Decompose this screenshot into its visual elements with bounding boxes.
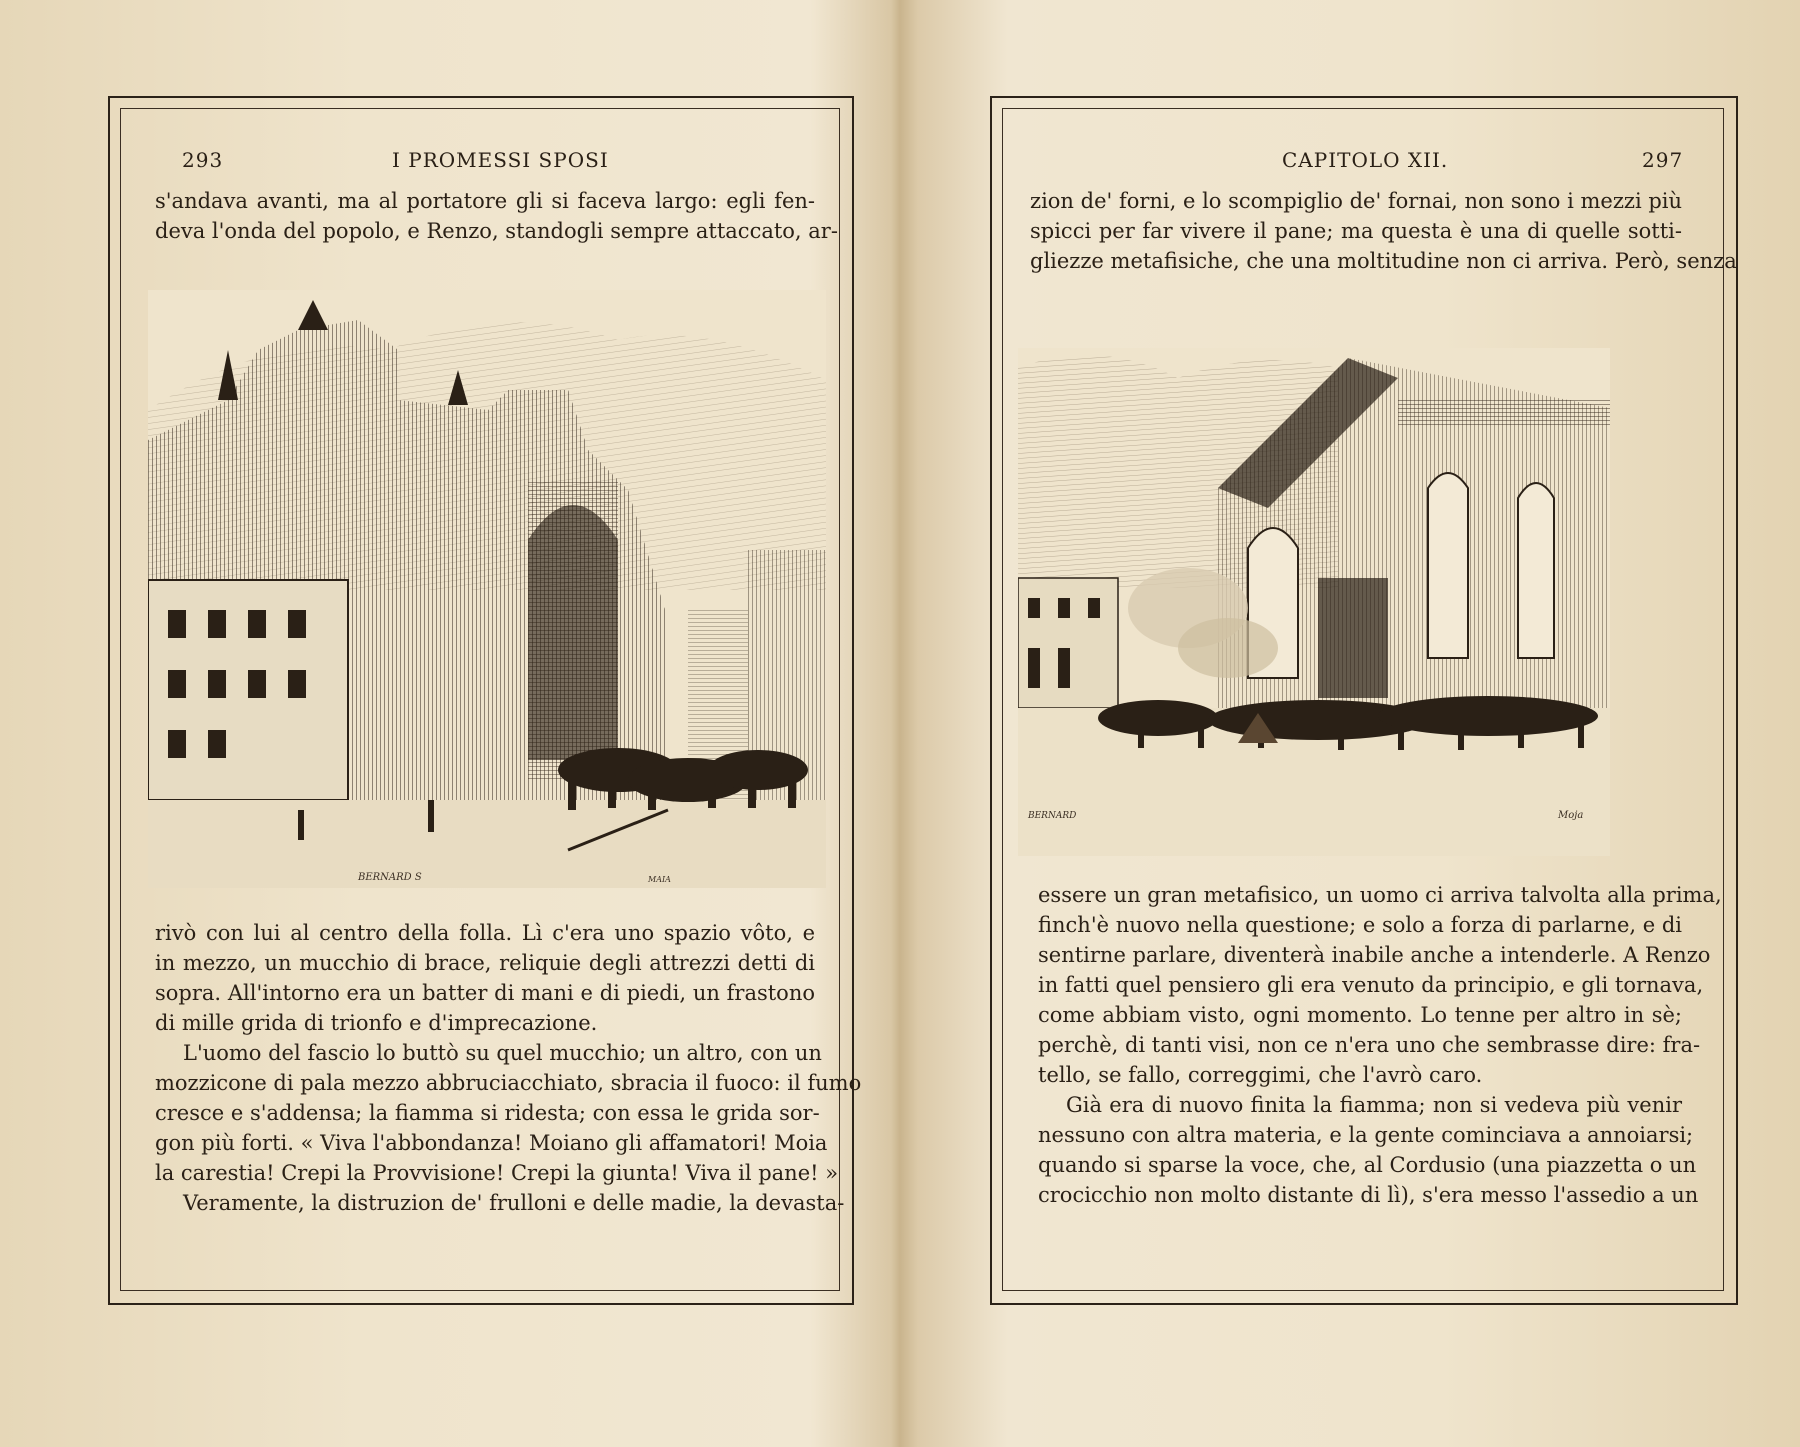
text-line: perchè, di tanti visi, non ce n'era uno che sembrasse dire: fra- — [1038, 1033, 1701, 1057]
text-line: la carestia! Crepi la Provvisione! Crepi la giunta! Viva il pane! » — [155, 1161, 839, 1185]
text-line: tello, se fallo, correggimi, che l'avrò caro. — [1038, 1063, 1483, 1087]
text-line: di mille grida di trionfo e d'imprecazione. — [155, 1011, 598, 1035]
text-line: Veramente, la distruzion de' frulloni e delle madie, la devasta- — [183, 1191, 845, 1215]
engraver-signature: BERNARD S — [358, 872, 422, 883]
text-line: crocicchio non molto distante di lì), s'era messo l'assedio a un — [1038, 1183, 1699, 1207]
text-line: essere un gran metafisico, un uomo ci arriva talvolta alla prima, — [1038, 883, 1722, 907]
text-line: Già era di nuovo finita la fiamma; non si vedeva più venir — [1066, 1093, 1682, 1117]
right-top-text — [1030, 186, 1737, 276]
engraver-signature: Moja — [1558, 810, 1584, 821]
text-line: mozzicone di pala mezzo abbruciacchiato, sbracia il fuoco: il fumo — [155, 1071, 862, 1095]
text-line: nessuno con altra materia, e la gente cominciava a annoiarsi; — [1038, 1123, 1694, 1147]
church-square-engraving — [1018, 348, 1610, 856]
text-line: L'uomo del fascio lo buttò su quel mucchio; un altro, con un — [183, 1041, 822, 1065]
right-bottom-text — [1038, 880, 1722, 1210]
text-line: in mezzo, un mucchio di brace, reliquie degli attrezzi detti di — [155, 951, 815, 975]
text-line: finch'è nuovo nella questione; e solo a forza di parlarne, e di — [1038, 913, 1682, 937]
text-line: sentirne parlare, diventerà inabile anche a intenderle. A Renzo — [1038, 943, 1711, 967]
text-line: deva l'onda del popolo, e Renzo, standogli sempre attaccato, ar- — [155, 219, 838, 243]
left-top-text — [155, 186, 838, 246]
text-line: gliezze metafisiche, che una moltitudine non ci arriva. Però, senza — [1030, 249, 1737, 273]
text-line: zion de' forni, e lo scompiglio de' fornai, non sono i mezzi più — [1030, 189, 1683, 213]
text-line: in fatti quel pensiero gli era venuto da principio, e gli tornava, — [1038, 973, 1704, 997]
text-line: rivò con lui al centro della folla. Lì c'era uno spazio vôto, e — [155, 921, 815, 945]
engraver-signature: BERNARD — [1028, 811, 1077, 821]
engraver-signature: MAIA — [648, 875, 671, 884]
text-line: come abbiam visto, ogni momento. Lo tenne per altro in sè; — [1038, 1003, 1682, 1027]
text-line: s'andava avanti, ma al portatore gli si faceva largo: egli fen- — [155, 189, 815, 213]
text-line: cresce e s'addensa; la fiamma si ridesta; con essa le grida sor- — [155, 1101, 820, 1125]
right-running-title: CAPITOLO XII. — [1282, 148, 1449, 172]
left-bottom-text — [155, 918, 862, 1218]
left-running-title: I PROMESSI SPOSI — [392, 148, 609, 172]
right-page — [900, 0, 1800, 1447]
text-line: spicci per far vivere il pane; ma questa è una di quelle sotti- — [1030, 219, 1682, 243]
text-line: gon più forti. « Viva l'abbondanza! Moiano gli affamatori! Moia — [155, 1131, 828, 1155]
text-line: sopra. All'intorno era un batter di mani e di piedi, un frastono — [155, 981, 815, 1005]
left-page-number: 293 — [182, 148, 224, 172]
duomo-engraving — [148, 290, 826, 888]
right-page-number: 297 — [1642, 148, 1684, 172]
text-line: quando si sparse la voce, che, al Cordusio (una piazzetta o un — [1038, 1153, 1697, 1177]
